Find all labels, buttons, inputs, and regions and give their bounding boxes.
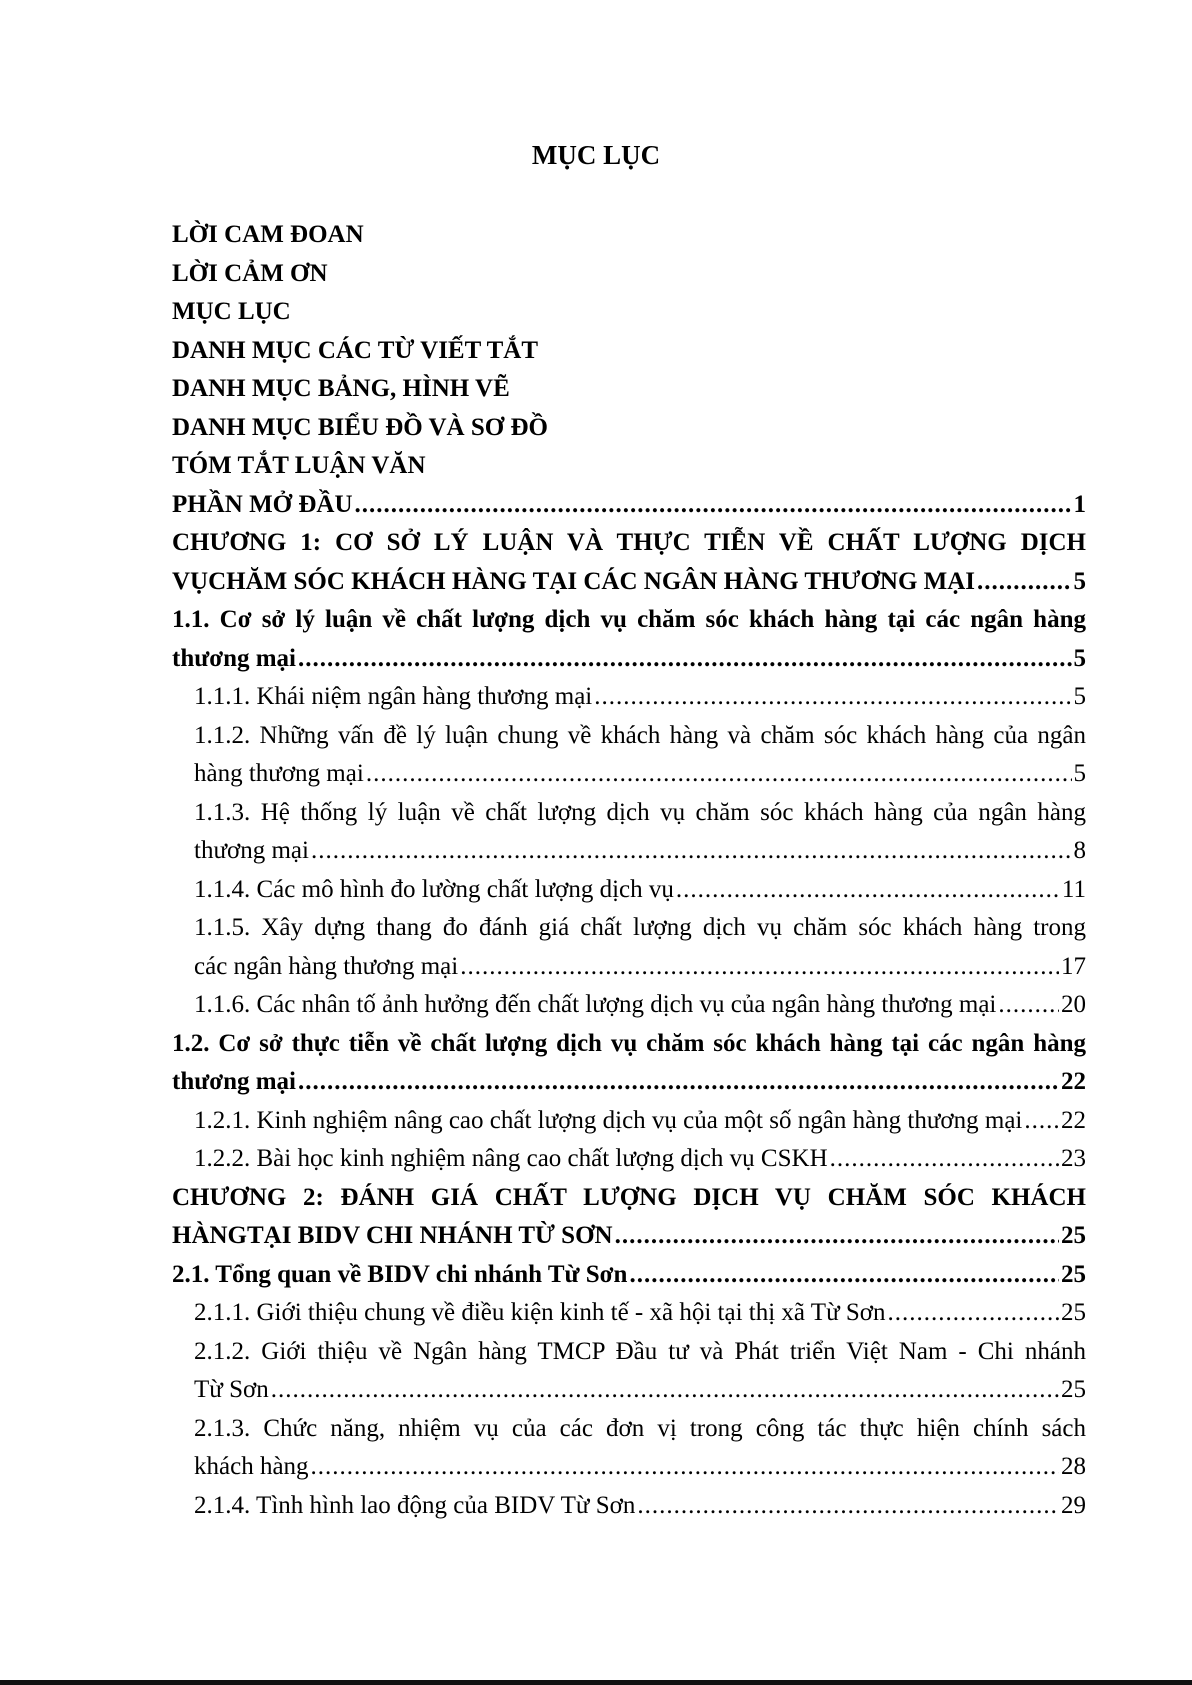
dot-leader bbox=[594, 678, 1071, 717]
toc-entry-page-number: 25 bbox=[1061, 1299, 1086, 1326]
toc-entry-title: VỤCHĂM SÓC KHÁCH HÀNG TẠI CÁC NGÂN HÀNG THƯƠNG MẠI bbox=[172, 567, 976, 595]
toc-entry-intro[interactable] bbox=[172, 486, 1086, 525]
dot-leader bbox=[460, 948, 1059, 987]
toc-entry-leader-line bbox=[172, 1063, 1086, 1102]
toc-entry-title: thương mại bbox=[172, 1068, 296, 1095]
dot-leader bbox=[977, 563, 1071, 602]
toc-entry-s2-1-1[interactable] bbox=[194, 1294, 1086, 1333]
toc-entry-s1-2-1[interactable] bbox=[194, 1102, 1086, 1141]
toc-entry-s1-1[interactable] bbox=[172, 601, 1086, 678]
toc-entry-leader-line bbox=[172, 563, 1086, 602]
dot-leader bbox=[888, 1294, 1059, 1333]
toc-entry-page-number: 11 bbox=[1061, 875, 1086, 903]
toc-entry-leader-line bbox=[194, 1371, 1086, 1410]
toc-front-matter-item: DANH MỤC BẢNG, HÌNH VẼ bbox=[172, 375, 510, 402]
toc-front-matter-item: LỜI CẢM ƠN bbox=[172, 259, 328, 287]
toc-front-matter-item: DANH MỤC BIỂU ĐỒ VÀ SƠ ĐỒ bbox=[172, 413, 548, 441]
toc-entry-page-number: 25 bbox=[1061, 1260, 1086, 1288]
toc-entry-s1-1-2[interactable] bbox=[194, 717, 1086, 794]
toc-entry-page-number: 25 bbox=[1061, 1376, 1086, 1403]
dot-leader bbox=[298, 1063, 1059, 1102]
table-of-contents bbox=[172, 216, 1086, 1525]
toc-entry-title: thương mại bbox=[194, 837, 309, 864]
toc-entry-leader-line bbox=[194, 871, 1086, 910]
toc-entry-page-number: 8 bbox=[1073, 837, 1086, 864]
toc-entry-page-number: 29 bbox=[1061, 1491, 1086, 1519]
toc-entry-text-line: CHƯƠNG 2: ĐÁNH GIÁ CHẤT LƯỢNG DỊCH VỤ CHĂM SÓC KHÁCH bbox=[172, 1183, 1086, 1211]
toc-entry-text-line: 1.1.5. Xây dựng thang đo đánh giá chất lượng dịch vụ chăm sóc khách hàng trong bbox=[194, 914, 1086, 941]
toc-entry-list bbox=[172, 486, 1086, 1526]
toc-entry-title: Từ Sơn bbox=[194, 1376, 269, 1403]
dot-leader bbox=[311, 832, 1072, 871]
toc-front-matter-item: LỜI CAM ĐOAN bbox=[172, 221, 364, 248]
toc-entry-leader-line bbox=[172, 1256, 1086, 1295]
toc-entry-page-number: 5 bbox=[1073, 760, 1086, 787]
dot-leader bbox=[1024, 1102, 1059, 1141]
toc-entry-title: 2.1. Tổng quan về BIDV chi nhánh Từ Sơn bbox=[172, 1260, 628, 1288]
toc-entry-title: thương mại bbox=[172, 644, 296, 672]
toc-entry-text-line: 1.1.3. Hệ thống lý luận về chất lượng dịch vụ chăm sóc khách hàng của ngân hàng bbox=[194, 798, 1086, 826]
dot-leader bbox=[271, 1371, 1059, 1410]
toc-entry-text-line: 2.1.2. Giới thiệu về Ngân hàng TMCP Đầu tư và Phát triển Việt Nam - Chi nhánh bbox=[194, 1337, 1086, 1365]
toc-entry-s1-1-4[interactable] bbox=[194, 871, 1086, 910]
dot-leader bbox=[629, 1256, 1059, 1295]
toc-entry-leader-line bbox=[194, 1448, 1086, 1487]
toc-entry-page-number: 5 bbox=[1073, 644, 1086, 672]
toc-entry-leader-line bbox=[194, 678, 1086, 717]
toc-entry-leader-line bbox=[194, 1140, 1086, 1179]
toc-entry-page-number: 25 bbox=[1061, 1222, 1086, 1249]
page-title: MỤC LỤC bbox=[531, 140, 661, 170]
dot-leader bbox=[298, 640, 1072, 679]
toc-entry-ch1[interactable] bbox=[172, 524, 1086, 601]
toc-entry-title: PHẦN MỞ ĐẦU bbox=[172, 490, 353, 518]
dot-leader bbox=[830, 1140, 1059, 1179]
toc-entry-s1-1-6[interactable] bbox=[194, 986, 1086, 1025]
dot-leader bbox=[615, 1217, 1059, 1256]
toc-entry-page-number: 17 bbox=[1061, 952, 1086, 980]
toc-entry-page-number: 20 bbox=[1061, 991, 1086, 1018]
toc-entry-page-number: 5 bbox=[1073, 683, 1086, 710]
toc-entry-leader-line bbox=[194, 1102, 1086, 1141]
toc-entry-text-line: CHƯƠNG 1: CƠ SỞ LÝ LUẬN VÀ THỰC TIỄN VỀ CHẤT LƯỢNG DỊCH bbox=[172, 529, 1086, 556]
toc-entry-s1-2[interactable] bbox=[172, 1025, 1086, 1102]
toc-entry-text-line: 2.1.3. Chức năng, nhiệm vụ của các đơn vị trong công tác thực hiện chính sách bbox=[194, 1414, 1086, 1442]
toc-entry-s1-2-2[interactable] bbox=[194, 1140, 1086, 1179]
toc-entry-page-number: 22 bbox=[1061, 1068, 1086, 1095]
toc-entry-s2-1[interactable] bbox=[172, 1256, 1086, 1295]
toc-entry-title: hàng thương mại bbox=[194, 760, 364, 787]
toc-entry-ch2[interactable] bbox=[172, 1179, 1086, 1256]
toc-front-matter-item: MỤC LỤC bbox=[172, 298, 291, 325]
toc-entry-title: 1.1.1. Khái niệm ngân hàng thương mại bbox=[194, 683, 593, 710]
toc-entry-s2-1-3[interactable] bbox=[194, 1410, 1086, 1487]
toc-entry-text-line: 1.2. Cơ sở thực tiễn về chất lượng dịch vụ chăm sóc khách hàng tại các ngân hàng bbox=[172, 1029, 1086, 1057]
toc-entry-leader-line bbox=[194, 948, 1086, 987]
dot-leader bbox=[366, 755, 1072, 794]
toc-entry-title: các ngân hàng thương mại bbox=[194, 952, 459, 980]
toc-entry-leader-line bbox=[194, 1487, 1086, 1526]
toc-front-matter-item: DANH MỤC CÁC TỪ VIẾT TẮT bbox=[172, 336, 539, 364]
toc-entry-title: 1.1.4. Các mô hình đo lường chất lượng dịch vụ bbox=[194, 875, 674, 903]
toc-entry-leader-line bbox=[194, 832, 1086, 871]
toc-entry-s1-1-5[interactable] bbox=[194, 909, 1086, 986]
toc-entry-s2-1-2[interactable] bbox=[194, 1333, 1086, 1410]
toc-entry-s2-1-4[interactable] bbox=[194, 1487, 1086, 1526]
toc-entry-page-number: 22 bbox=[1061, 1106, 1086, 1134]
toc-entry-leader-line bbox=[194, 755, 1086, 794]
dot-leader bbox=[637, 1487, 1059, 1526]
toc-front-matter-item: TÓM TẮT LUẬN VĂN bbox=[172, 452, 426, 479]
toc-entry-leader-line bbox=[194, 1294, 1086, 1333]
toc-entry-s1-1-1[interactable] bbox=[194, 678, 1086, 717]
toc-entry-title: 2.1.1. Giới thiệu chung về điều kiện kinh tế - xã hội tại thị xã Từ Sơn bbox=[194, 1299, 886, 1326]
toc-entry-title: HÀNGTẠI BIDV CHI NHÁNH TỪ SƠN bbox=[172, 1222, 613, 1249]
dot-leader bbox=[355, 486, 1072, 525]
toc-entry-leader-line bbox=[194, 986, 1086, 1025]
toc-entry-text-line: 1.1. Cơ sở lý luận về chất lượng dịch vụ chăm sóc khách hàng tại các ngân hàng bbox=[172, 606, 1086, 633]
toc-entry-title: 1.2.2. Bài học kinh nghiệm nâng cao chất lượng dịch vụ CSKH bbox=[194, 1145, 828, 1172]
dot-leader bbox=[311, 1448, 1059, 1487]
toc-entry-leader-line bbox=[172, 1217, 1086, 1256]
toc-entry-title: khách hàng bbox=[194, 1453, 309, 1480]
dot-leader bbox=[676, 871, 1060, 910]
toc-entry-text-line: 1.1.2. Những vấn đề lý luận chung về khách hàng và chăm sóc khách hàng của ngân bbox=[194, 721, 1086, 749]
toc-entry-s1-1-3[interactable] bbox=[194, 794, 1086, 871]
page-bottom-border bbox=[0, 1680, 1192, 1685]
dot-leader bbox=[998, 986, 1059, 1025]
toc-entry-title: 2.1.4. Tình hình lao động của BIDV Từ Sơn bbox=[194, 1491, 636, 1519]
toc-entry-page-number: 5 bbox=[1073, 567, 1086, 595]
toc-entry-leader-line bbox=[172, 640, 1086, 679]
toc-entry-title: 1.1.6. Các nhân tố ảnh hưởng đến chất lượng dịch vụ của ngân hàng thương mại bbox=[194, 991, 997, 1018]
toc-entry-page-number: 23 bbox=[1061, 1145, 1086, 1172]
toc-entry-page-number: 1 bbox=[1073, 490, 1086, 518]
toc-entry-leader-line bbox=[172, 486, 1086, 525]
toc-entry-title: 1.2.1. Kinh nghiệm nâng cao chất lượng dịch vụ của một số ngân hàng thương mại bbox=[194, 1106, 1023, 1134]
toc-entry-page-number: 28 bbox=[1061, 1453, 1086, 1480]
